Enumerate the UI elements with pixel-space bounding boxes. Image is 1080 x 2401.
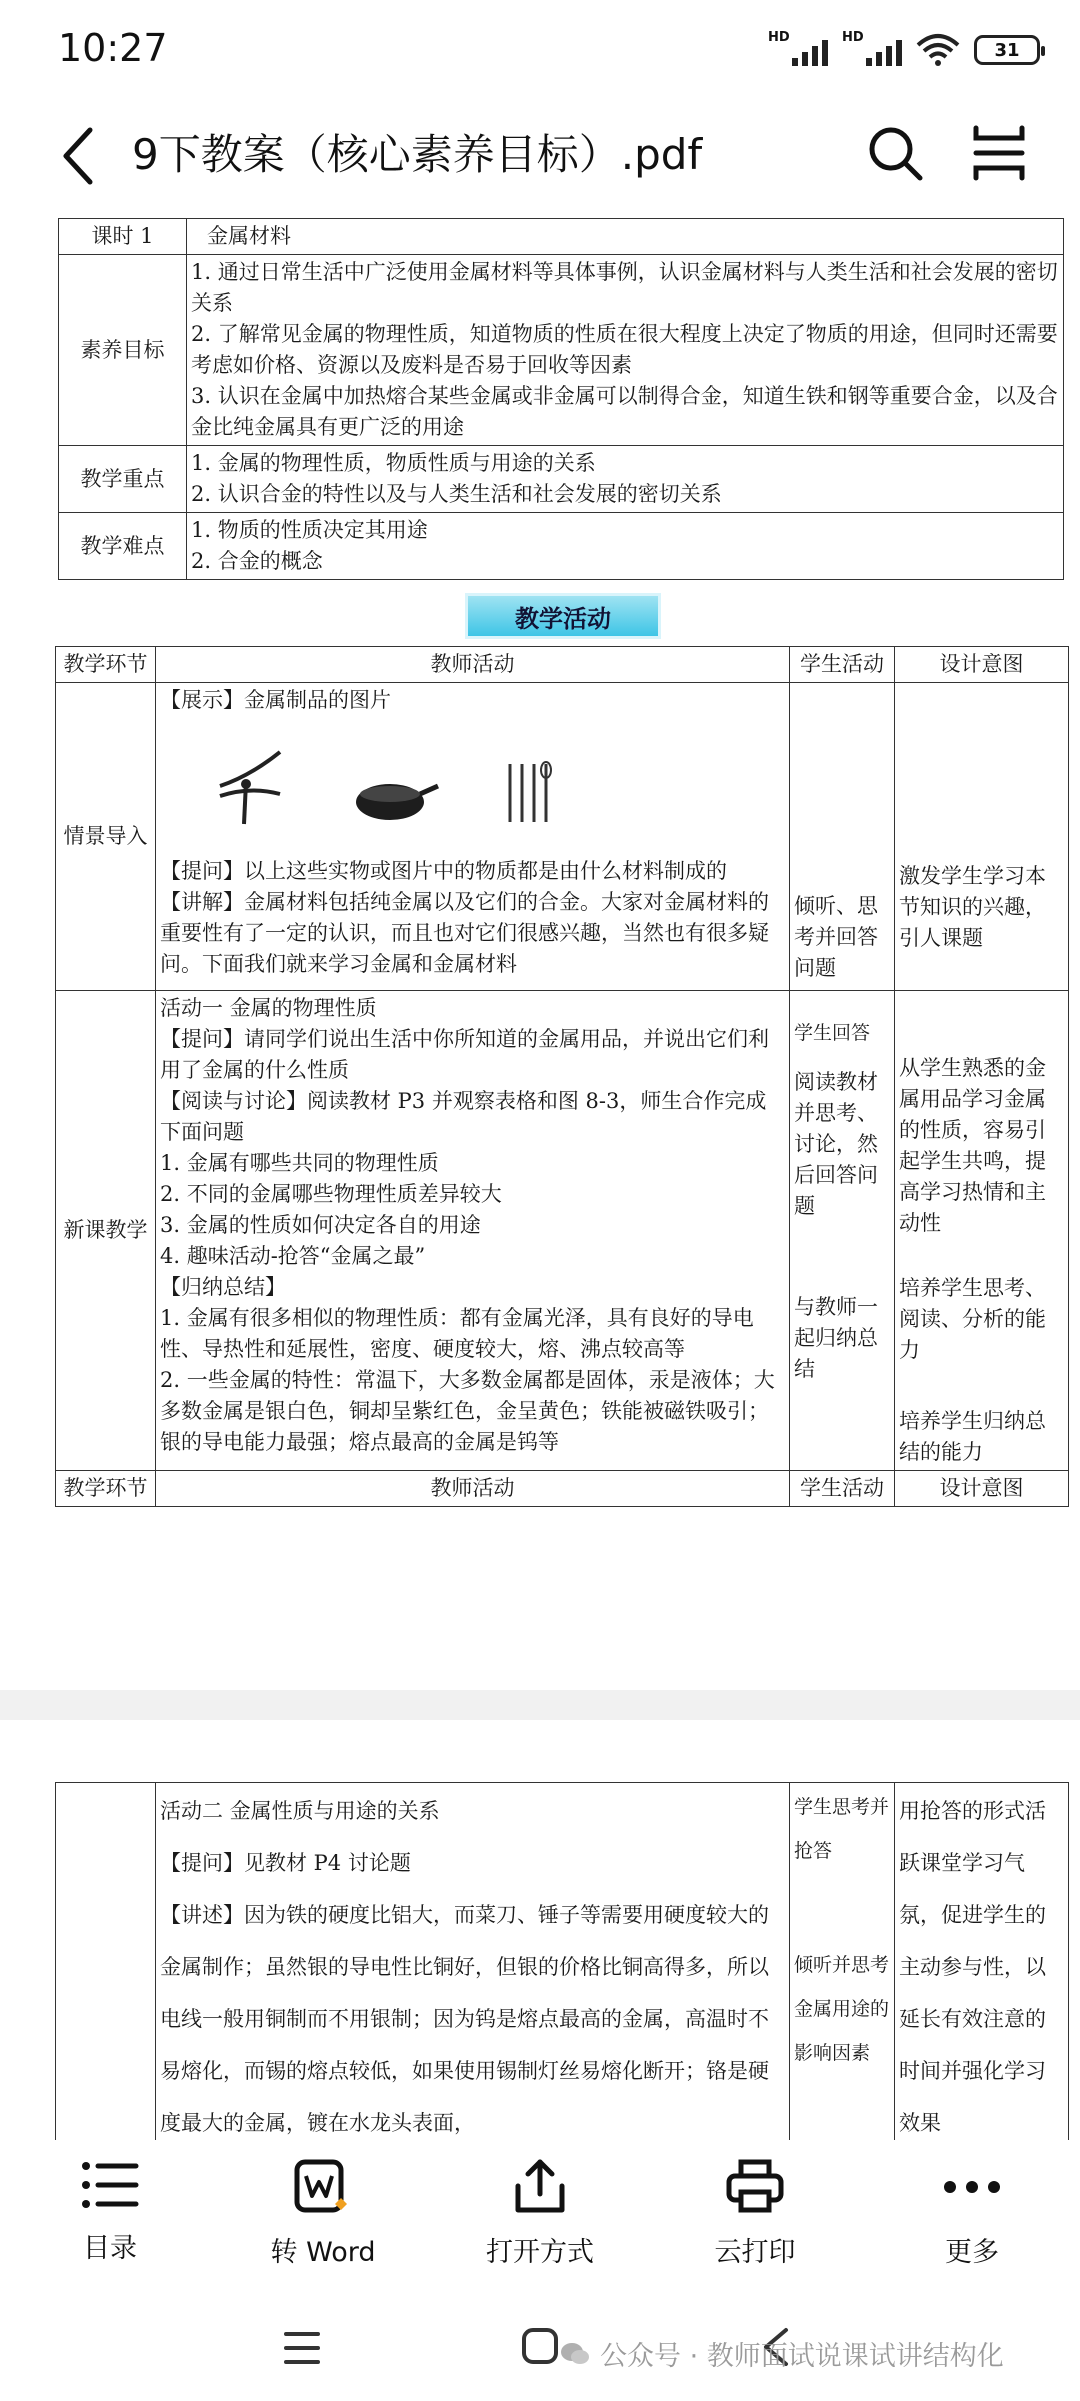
header-cell: 教学环节 (56, 647, 156, 683)
teacher-line: 2. 一些金属的特性：常温下，大多数金属都是固体，汞是液体；大多数金属是银白色，铜却呈紫红色，金呈黄色；铁能被磁铁吸引；银的导电能力最强；熔点最高的金属是钨等 (160, 1368, 775, 1454)
teacher-line: 4. 趣味活动-抢答“金属之最” (160, 1244, 426, 1268)
teacher-line: 1. 金属有哪些共同的物理性质 (160, 1151, 439, 1175)
metal-products-image (160, 716, 785, 856)
key-point-line: 2. 认识合金的特性以及与人类生活和社会发展的密切关系 (191, 482, 722, 506)
lesson-label: 课时 1 (59, 219, 187, 255)
teacher-cell (156, 991, 790, 1471)
student-cell (790, 1783, 895, 2152)
teacher-line: 活动二 金属性质与用途的关系 (160, 1799, 440, 1823)
student-cell: 倾听、思考并回答问题 (790, 683, 895, 991)
hd-label-2: HD (842, 30, 864, 45)
wechat-icon (560, 2341, 590, 2367)
teacher-line: 2. 不同的金属哪些物理性质差异较大 (160, 1182, 502, 1206)
key-point-line: 1. 金属的物理性质，物质性质与用途的关系 (191, 451, 596, 475)
section-banner: 教学活动 (468, 596, 658, 636)
bottom-toolbar (0, 2140, 1080, 2300)
objective-lines (187, 255, 1064, 446)
system-nav-bar (0, 2300, 1080, 2401)
wok-icon (350, 766, 440, 826)
teacher-line: 1. 金属有很多相似的物理性质：都有金属光泽，具有良好的导电性、导热性和延展性，密度、硬度较大，熔、沸点较高等 (160, 1306, 754, 1361)
teacher-line: 【展示】金属制品的图片 (160, 688, 391, 712)
battery-icon: 31 (974, 35, 1040, 65)
teacher-line: 【阅读与讨论】阅读教材 P3 并观察表格和图 8-3，师生合作完成下面问题 (160, 1089, 767, 1144)
student-line: 倾听并思考金属用途的影响因素 (794, 1954, 890, 2064)
back-arrow-icon[interactable] (58, 124, 98, 188)
teacher-line: 【提问】请同学们说出生活中你所知道的金属用品，并说出它们利用了金属的什么性质 (160, 1027, 769, 1082)
stage-cell: 情景导入 (56, 683, 156, 991)
status-bar (0, 0, 1080, 100)
teacher-line: 活动一 金属的物理性质 (160, 996, 377, 1020)
signal-icon-2 (842, 30, 902, 70)
footer-cell: 教学环节 (56, 1471, 156, 1507)
student-line: 阅读教材并思考、讨论，然后回答问题 (794, 1070, 878, 1218)
intent-line: 培养学生思考、阅读、分析的能力 (899, 1276, 1046, 1362)
pdf-page-1[interactable] (0, 206, 1080, 1690)
teacher-line: 【讲述】因为铁的硬度比铝大，而菜刀、锤子等需要用硬度较大的金属制作；虽然银的导电性比铜好，但银的价格比铜高得多，所以电线一般用铜制而不用银制；因为钨是熔点最高的金属，高温时不易熔化，而锡的熔点较低，如果使用锡制灯丝易熔化断开；铬是硬度最大的金属，镀在水龙头表面， (160, 1903, 769, 2135)
menu-nav-icon[interactable] (282, 2328, 322, 2368)
cutlery-icon (500, 756, 560, 826)
teacher-cell (156, 683, 790, 991)
document-title: 9下教案（核心素养目标）.pdf (132, 130, 703, 179)
page-layout-icon[interactable] (970, 124, 1028, 182)
header-cell: 学生活动 (790, 647, 895, 683)
teacher-cell (156, 1783, 790, 2152)
pliers-icon (210, 746, 290, 826)
home-nav-icon[interactable] (520, 2326, 560, 2366)
header-cell: 设计意图 (895, 647, 1069, 683)
difficulty-line: 2. 合金的概念 (191, 549, 323, 573)
more-button[interactable] (892, 2158, 1052, 2269)
page-separator (0, 1690, 1080, 1720)
footer-cell: 学生活动 (790, 1471, 895, 1507)
teacher-line: 3. 金属的性质如何决定各自的用途 (160, 1213, 481, 1237)
hd-label: HD (768, 30, 790, 45)
open-with-label: 打开方式 (486, 2237, 594, 2268)
difficulty-lines (187, 513, 1064, 580)
pdf-page-2[interactable] (0, 1720, 1080, 2140)
share-icon (510, 2158, 570, 2216)
more-dots-icon (942, 2158, 1002, 2216)
objective-line: 1. 通过日常生活中广泛使用金属材料等具体事例，认识金属材料与人类生活和社会发展的密切关系 (191, 260, 1058, 315)
intent-cell: 用抢答的形式活跃课堂学习气氛，促进学生的主动参与性，以延长有效注意的时间并强化学习效果 (895, 1783, 1069, 2152)
intent-cell (895, 991, 1069, 1471)
teacher-line: 【讲解】金属材料包括纯金属以及它们的合金。大家对金属材料的重要性有了一定的认识，而且也对它们很感兴趣，当然也有很多疑问。下面我们就来学习金属和金属材料 (160, 890, 769, 976)
stage-cell: 新课教学 (56, 991, 156, 1471)
footer-cell: 设计意图 (895, 1471, 1069, 1507)
to-word-label: 转 Word (270, 2237, 376, 2268)
teacher-line: 【提问】以上这些实物或图片中的物质都是由什么材料制成的 (160, 859, 727, 883)
teacher-line: 【提问】见教材 P4 讨论题 (160, 1851, 411, 1875)
stage-cell-empty (56, 1783, 156, 2152)
intent-cell: 激发学生学习本节知识的兴趣，引人课题 (895, 683, 1069, 991)
word-convert-icon (293, 2158, 353, 2216)
watermark (560, 2334, 1004, 2373)
row-label: 教学难点 (59, 513, 187, 580)
objectives-table (58, 218, 1064, 580)
objective-line: 3. 认识在金属中加热熔合某些金属或非金属可以制得合金，知道生铁和钢等重要合金，以及合金比纯金属具有更广泛的用途 (191, 384, 1058, 439)
intent-line: 培养学生归纳总结的能力 (899, 1409, 1046, 1464)
more-label: 更多 (945, 2237, 999, 2268)
row-label: 素养目标 (59, 255, 187, 446)
activity-table-continued (55, 1782, 1069, 2152)
watermark-text: 公众号 · 教师面试说课试讲结构化 (600, 2341, 1004, 2372)
wifi-icon (916, 33, 960, 67)
status-time: 10:27 (58, 26, 168, 70)
student-line: 学生思考并抢答 (794, 1796, 890, 1862)
cloud-print-button[interactable] (675, 2158, 835, 2269)
activity-table (55, 646, 1069, 1507)
footer-cell: 教师活动 (156, 1471, 790, 1507)
toc-button[interactable] (30, 2158, 190, 2265)
intent-line: 从学生熟悉的金属用品学习金属的性质，容易引起学生共鸣，提高学习热情和主动性 (899, 1056, 1046, 1235)
list-icon (80, 2158, 140, 2212)
search-icon[interactable] (866, 124, 924, 182)
difficulty-line: 1. 物质的性质决定其用途 (191, 518, 428, 542)
header-cell: 教师活动 (156, 647, 790, 683)
student-cell (790, 991, 895, 1471)
teacher-line: 【归纳总结】 (160, 1275, 286, 1299)
cloud-print-label: 云打印 (714, 2237, 796, 2268)
status-icons (768, 30, 1040, 70)
app-bar (0, 110, 1080, 206)
toc-label: 目录 (83, 2233, 137, 2264)
key-point-lines (187, 446, 1064, 513)
printer-icon (725, 2158, 785, 2216)
objective-line: 2. 了解常见金属的物理性质，知道物质的性质在很大程度上决定了物质的用途，但同时还需要考虑如价格、资源以及废料是否易于回收等因素 (191, 322, 1058, 377)
row-label: 教学重点 (59, 446, 187, 513)
to-word-button[interactable] (243, 2158, 403, 2269)
signal-icon (768, 30, 828, 70)
lesson-title: 金属材料 (187, 219, 1064, 255)
student-line: 与教师一起归纳总结 (794, 1295, 878, 1381)
open-with-button[interactable] (460, 2158, 620, 2269)
student-line: 学生回答 (794, 1022, 871, 1044)
